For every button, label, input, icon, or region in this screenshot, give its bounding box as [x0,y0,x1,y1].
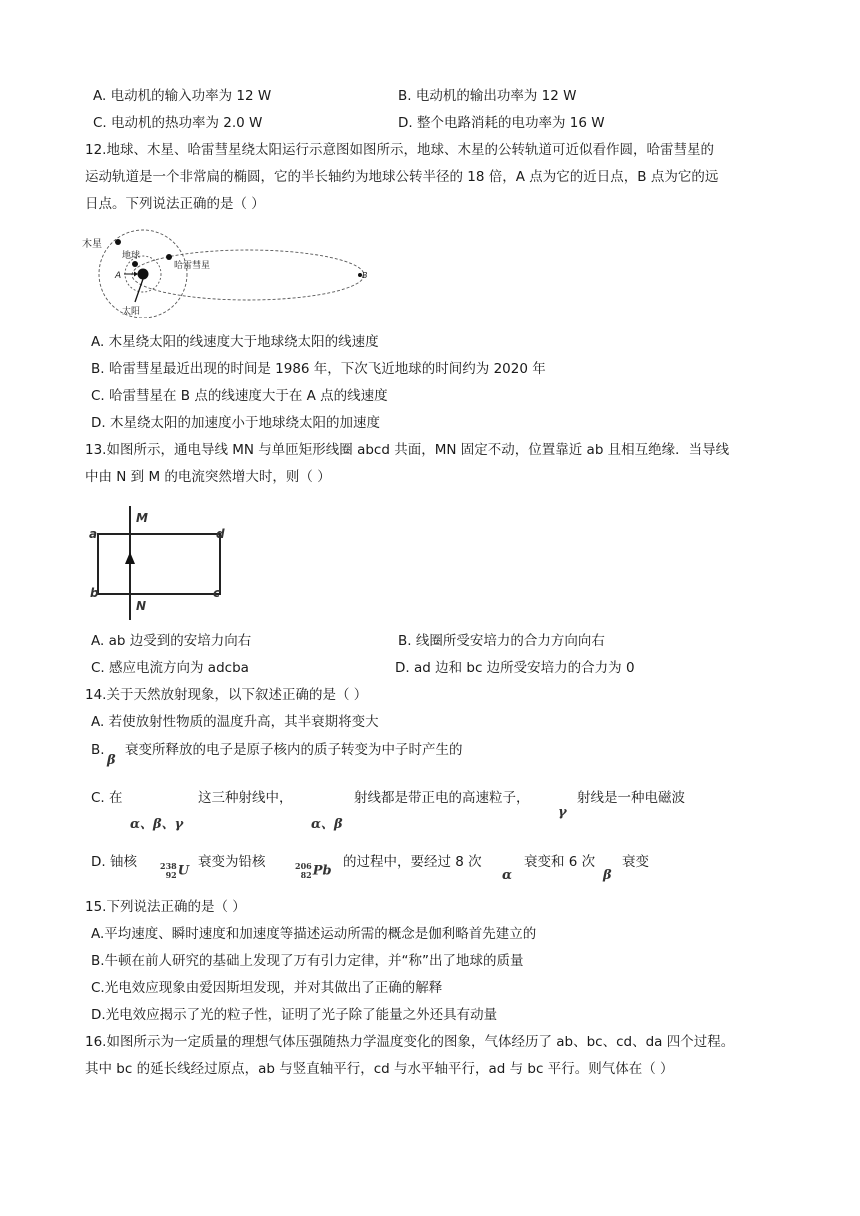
lead-nuclide [295,862,332,880]
q15-stem: 15.下列说法正确的是（ ） [85,899,246,915]
q14-option-c-prefix: C. 在 [91,790,123,806]
q14-option-d-mid2: 的过程中，要经过 8 次 [343,854,482,870]
uranium-atomic-number: 92 [165,870,177,880]
wire-label-n: N [136,599,147,613]
sun-pointer-line [135,279,143,302]
q15-option-a: A.平均速度、瞬时速度和加速度等描述运动所需的概念是伽利略首先建立的 [91,926,537,942]
q16-stem-line2: 其中 bc 的延长线经过原点，ab 与竖直轴平行，cd 与水平轴平行，ad 与 bc 平行。则气体在（ ） [85,1061,674,1077]
sun-label: 太阳 [122,307,141,317]
q11-option-c: C. 电动机的热功率为 2.0 W [93,115,263,131]
orbit-diagram [80,228,380,318]
point-b-label: B [362,271,368,280]
q13-option-d: D. ad 边和 bc 边所受安培力的合力为 0 [395,660,635,676]
q11-option-d: D. 整个电路消耗的电功率为 16 W [398,115,605,131]
sun-icon [138,269,149,280]
uranium-symbol: U [177,863,190,879]
jupiter-icon [115,239,121,245]
q11-option-a: A. 电动机的输入功率为 12 W [93,88,272,104]
q15-option-c: C.光电效应现象由爱因斯坦发现，并对其做出了正确的解释 [91,980,443,996]
q13-option-a: A. ab 边受到的安培力向右 [91,633,252,649]
arrow-head-icon [134,272,138,277]
q14-option-d-prefix: D. 铀核 [91,854,137,870]
earth-label: 地球 [122,251,141,261]
alpha-beta-symbols: α、β [311,817,343,832]
comet-icon [166,254,172,260]
uranium-mass-number: 238 [160,861,177,871]
q12-stem-line3: 日点。下列说法正确的是（ ） [85,196,265,212]
beta-symbol: β [107,753,116,768]
beta-symbol-d: β [603,868,612,883]
q14-option-c-mid1: 这三种射线中， [198,790,293,806]
lead-symbol: Pb [312,863,332,879]
q14-option-d-end: 衰变 [622,854,649,870]
q11-option-b: B. 电动机的输出功率为 12 W [398,88,577,104]
current-arrow-icon [125,552,135,564]
q12-stem-line2: 运动轨道是一个非常扁的椭圆，它的半长轴约为地球公转半径的 18 倍，A 点为它的近日点，B 点为它的远 [85,169,719,185]
comet-label: 哈雷彗星 [174,261,211,271]
coil-label-d: d [216,527,225,541]
q16-stem-line1: 16.如图所示为一定质量的理想气体压强随热力学温度变化的图象，气体经历了 ab、bc、cd、da 四个过程。 [85,1034,735,1050]
q13-stem-line1: 13.如图所示，通电导线 MN 与单匝矩形线圈 abcd 共面，MN 固定不动，位置靠近 ab 且相互绝缘．当导线 [85,442,730,458]
coil-label-a: a [89,527,98,541]
point-a-label: A [115,271,122,281]
coil-diagram [85,500,240,625]
q15-option-b: B.牛顿在前人研究的基础上发现了万有引力定律，并“称”出了地球的质量 [91,953,524,969]
coil-label-b: b [90,586,99,600]
q13-stem-line2: 中由 N 到 M 的电流突然增大时，则（ ） [85,469,331,485]
q14-option-c-end: 射线是一种电磁波 [577,790,685,806]
q14-stem: 14.关于天然放射现象，以下叙述正确的是（ ） [85,687,368,703]
q13-option-c: C. 感应电流方向为 adcba [91,660,249,676]
coil-label-c: c [213,586,221,600]
q12-option-b: B. 哈雷彗星最近出现的时间是 1986 年，下次飞近地球的时间约为 2020 年 [91,361,546,377]
q14-option-d-mid1: 衰变为铅核 [198,854,266,870]
alpha-beta-gamma-symbols: α、β、γ [130,817,184,832]
q14-option-b-prefix: B. [91,742,105,758]
rectangular-coil [98,534,220,594]
q12-option-d: D. 木星绕太阳的加速度小于地球绕太阳的加速度 [91,415,380,431]
lead-atomic-number: 82 [300,870,312,880]
lead-mass-number: 206 [295,861,312,871]
earth-icon [132,261,138,267]
q12-option-a: A. 木星绕太阳的线速度大于地球绕太阳的线速度 [91,334,379,350]
jupiter-label: 木星 [82,239,102,250]
q12-stem-line1: 12.地球、木星、哈雷彗星绕太阳运行示意图如图所示，地球、木星的公转轨道可近似看作圆，哈雷彗星的 [85,142,714,158]
uranium-nuclide [160,862,189,880]
gamma-symbol: γ [558,805,567,820]
q12-option-c: C. 哈雷彗星在 B 点的线速度大于在 A 点的线速度 [91,388,388,404]
q14-option-a: A. 若使放射性物质的温度升高，其半衰期将变大 [91,714,379,730]
q15-option-d: D.光电效应揭示了光的粒子性，证明了光子除了能量之外还具有动量 [91,1007,498,1023]
alpha-symbol: α [502,868,513,883]
wire-label-m: M [136,511,148,525]
q13-option-b: B. 线圈所受安培力的合力方向向右 [398,633,605,649]
q14-option-b-text: 衰变所释放的电子是原子核内的质子转变为中子时产生的 [125,742,463,758]
q14-option-d-mid3: 衰变和 6 次 [524,854,596,870]
q14-option-c-mid2: 射线都是带正电的高速粒子， [354,790,530,806]
